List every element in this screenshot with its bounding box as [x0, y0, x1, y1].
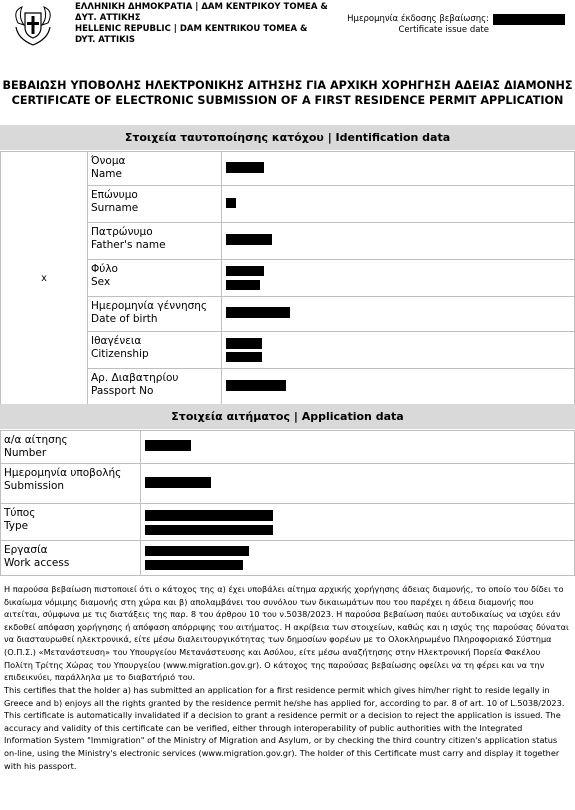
field-value-date-of-birth	[222, 297, 575, 332]
application-section-header	[0, 404, 575, 429]
title-en: CERTIFICATE OF ELECTRONIC SUBMISSION OF A FIRST RESIDENCE PERMIT APPLICATION	[11, 94, 564, 107]
field-label-passport-no	[88, 369, 222, 406]
application-heading-gr: Στοιχεία αιτήματος	[171, 410, 291, 423]
redacted-value	[145, 546, 249, 556]
identification-heading-gr: Στοιχεία ταυτοποίησης κατόχου	[124, 131, 324, 144]
field-value-sex	[222, 260, 575, 297]
field-label-sex	[88, 260, 222, 297]
field-label-gr: Εργασία	[4, 544, 48, 556]
field-label-en: Sex	[91, 276, 111, 288]
redacted-value	[145, 510, 273, 521]
field-label-gr: Ιθαγένεια	[91, 335, 142, 347]
application-heading-sep: |	[290, 410, 302, 423]
title-gr: ΒΕΒΑΙΩΣΗ ΥΠΟΒΟΛΗΣ ΗΛΕΚΤΡΟΝΙΚΗΣ ΑΙΤΗΣΗΣ ΓΙΑ ΑΡΧΙΚΗ ΧΟΡΗΓΗΣΗ ΑΔΕΙΑΣ ΔΙΑΜΟΝΗΣ	[2, 79, 573, 92]
field-value-submission-date	[141, 464, 575, 504]
authority-en-line2: DYT. ATTIKIS	[75, 35, 136, 45]
redacted-value	[226, 198, 236, 208]
field-value-passport-no	[222, 369, 575, 406]
field-label-en: Number	[4, 447, 47, 459]
authority-gr-line2: ΔΥΤ. ΑΤΤΙΚΗΣ	[75, 13, 141, 23]
field-label-surname	[88, 186, 222, 223]
redacted-value	[145, 560, 243, 570]
field-label-type	[1, 504, 141, 541]
photo-placeholder-mark: x	[41, 273, 47, 284]
identification-table	[0, 151, 575, 406]
field-label-gr: Ημερομηνία γέννησης	[91, 300, 208, 312]
certificate-text-en: This certifies that the holder a) has submitted an application for a first residence permit which gives him/her right to reside legally in Greece and b) enjoys all the rights granted by the residence permit he/she has applied for, according to par. 8 of art. 10 of L.5038/2023. This certificate is automatically invalidated if a decision to grant a residence permit or a decision to reject the application is issued. The accuracy and validity of this certificate can be verified, either through interoperability of public authorities with the Integrated Information System "Immigration" of the Ministry of Migration and Asylum, or by checking the third country citizen's application status on-line, using the Ministry's electronic services (www.migration.gov.gr). The holder of this Certificate must carry and display it together with his passport.	[4, 685, 565, 771]
identification-heading-en: Identification data	[335, 131, 451, 144]
identification-heading-sep: |	[323, 131, 336, 144]
redacted-issue-date	[493, 14, 565, 25]
photo-cell	[1, 152, 88, 406]
redacted-value	[226, 280, 260, 290]
field-label-gr: Πατρώνυμο	[91, 226, 153, 238]
redacted-value	[226, 162, 264, 173]
field-label-en: Date of birth	[91, 313, 158, 325]
greek-emblem-seal	[8, 3, 58, 47]
field-label-en: Name	[91, 168, 122, 180]
field-label-submission-date	[1, 464, 141, 504]
field-label-en: Surname	[91, 202, 139, 214]
field-value-work-access	[141, 541, 575, 576]
certificate-text-gr: Η παρούσα βεβαίωση πιστοποιεί ότι ο κάτοχος της α) έχει υποβάλει αίτημα αρχικής χορήγησης άδειας διαμονής, το οποίο του δίδει το δικαίωμα νόμιμης διαμονής στη χώρα και β) απολαμβάνει του συνόλου των δικαιωμάτων που του παρέχει η άδεια διαμονής που αιτείται, σύμφωνα με τις διατάξεις της παρ. 8 του άρθρου 10 του ν.5038/2023. Η παρούσα βεβαίωση παύει αυτοδικαίως να ισχύει εάν εκδοθεί απόφαση χορήγησης ή απόφαση απόρριψης του αιτήματος. Η ακρίβεια των στοιχείων, καθώς και η ισχύς της παρούσας δύναται να διασταυρωθεί ηλεκτρονικά, είτε μέσω διαλειτουργικότητας των δημοσίων φορέων με το Ολοκληρωμένο Πληροφοριακό Σύστημα (Ο.Π.Σ.) «Μετανάστευση» του Υπουργείου Μετανάστευσης και Ασύλου, είτε μέσω αναζήτησης στην Ηλεκτρονική Πορεία Φακέλου Πολίτη Τρίτης Χώρας του Υπουργείου (www.migration.gov.gr). Ο κάτοχος της παρούσας βεβαίωσης οφείλει να τη φέρει και να την επιδεικνύει, παράλληλα με το διαβατήριό του.	[4, 584, 569, 683]
field-label-en: Citizenship	[91, 348, 149, 360]
field-label-en: Submission	[4, 480, 65, 492]
field-value-surname	[222, 186, 575, 223]
redacted-value	[226, 352, 262, 362]
document-title	[0, 78, 575, 108]
field-label-date-of-birth	[88, 297, 222, 332]
field-label-fathers-name	[88, 223, 222, 260]
application-table	[0, 430, 575, 576]
field-label-gr: Όνομα	[91, 155, 126, 167]
redacted-value	[226, 307, 290, 318]
field-label-gr: Επώνυμο	[91, 189, 138, 201]
redacted-value	[226, 380, 286, 391]
authority-header	[75, 2, 375, 46]
identification-section-header	[0, 125, 575, 150]
field-value-fathers-name	[222, 223, 575, 260]
redacted-value	[226, 266, 264, 276]
field-label-gr: Ημερομηνία υποβολής	[4, 467, 122, 479]
field-value-citizenship	[222, 332, 575, 369]
redacted-value	[145, 440, 191, 451]
authority-en-line1: HELLENIC REPUBLIC | DAM KENTRIKOU TOMEA &	[75, 24, 308, 34]
field-label-name	[88, 152, 222, 186]
field-label-gr: Αρ. Διαβατηρίου	[91, 372, 179, 384]
field-label-citizenship	[88, 332, 222, 369]
field-value-name	[222, 152, 575, 186]
redacted-value	[145, 525, 273, 535]
field-label-gr: Τύπος	[4, 507, 36, 519]
field-value-type	[141, 504, 575, 541]
field-label-en: Work access	[4, 557, 70, 569]
issue-date-label-gr: Ημερομηνία έκδοσης βεβαίωσης:	[347, 14, 489, 24]
field-label-application-number	[1, 431, 141, 464]
field-label-en: Father's name	[91, 239, 166, 251]
redacted-value	[145, 477, 211, 488]
application-heading-en: Application data	[301, 410, 404, 423]
field-label-en: Type	[4, 520, 29, 532]
field-label-gr: Φύλο	[91, 263, 118, 275]
field-label-en: Passport No	[91, 385, 154, 397]
redacted-value	[226, 338, 262, 349]
authority-gr-line1: ΕΛΛΗΝΙΚΗ ΔΗΜΟΚΡΑΤΙΑ | ΔΑΜ ΚΕΝΤΡΙΚΟΥ ΤΟΜΕΑ &	[75, 2, 328, 12]
redacted-value	[226, 234, 272, 245]
issue-date-block	[347, 13, 565, 36]
field-value-application-number	[141, 431, 575, 464]
issue-date-label-en: Certificate issue date	[398, 25, 489, 35]
field-label-gr: α/α αίτησης	[4, 434, 68, 446]
field-label-work-access	[1, 541, 141, 576]
